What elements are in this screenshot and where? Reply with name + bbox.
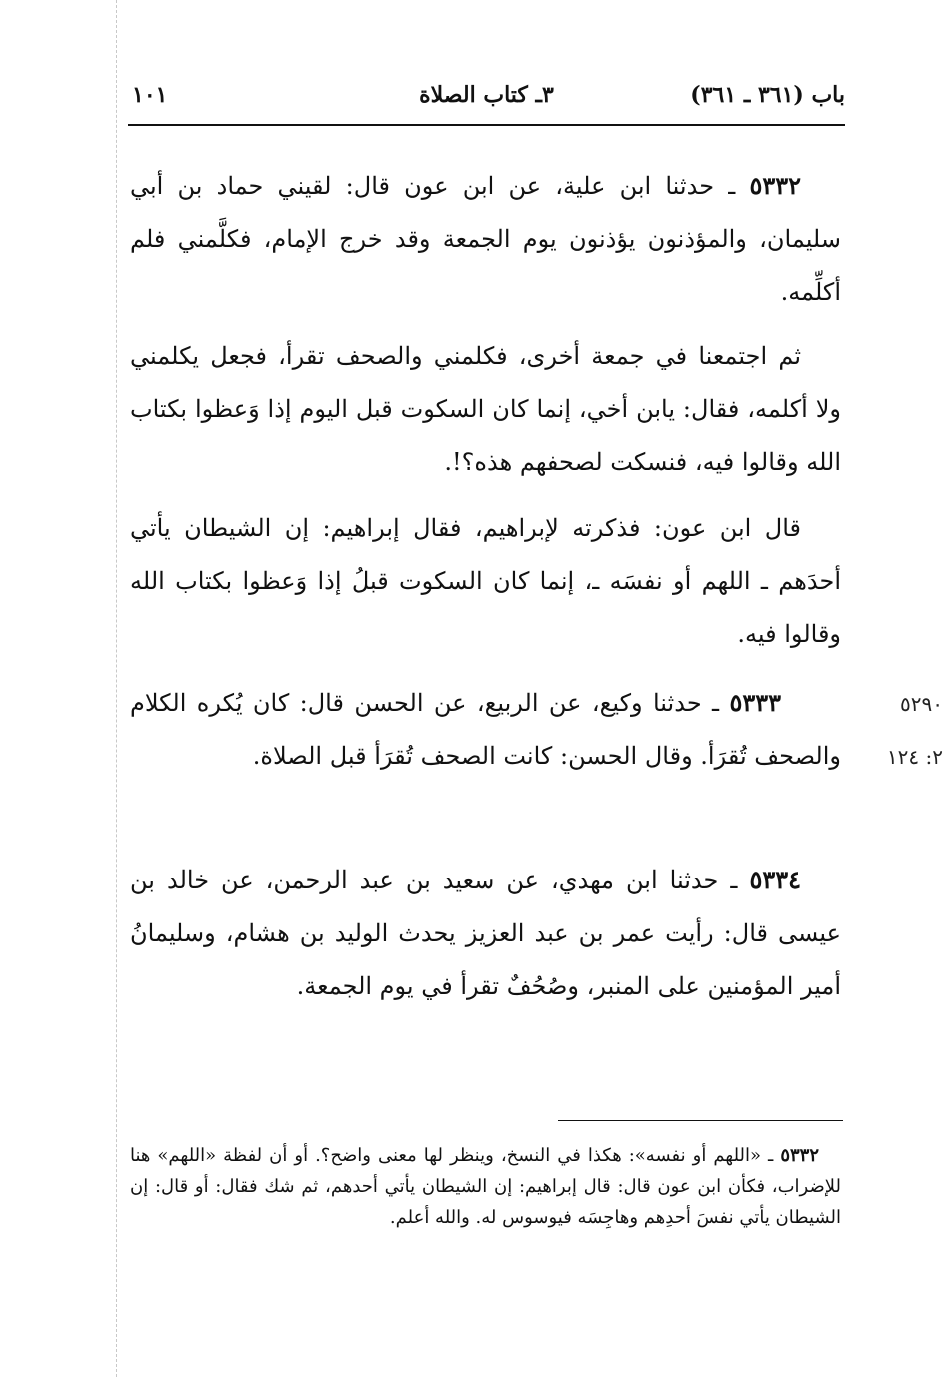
page-header: [128, 82, 845, 122]
footnote-text: ـ «اللهم أو نفسه»: هكذا في النسخ، وينظر لها معنى واضح؟. أو أن لفظة «اللهم» هنا للإضراب، فكأن ابن عون قال: قال إبراهيم: إن الشيطان يأتي أحدهم، ثم شك فقال: أو قال: إن الشيطان يأتي نفسَ أحدِهم وهاجِسَه فيوسوس له. والله أعلم.: [130, 1145, 841, 1228]
hadith-text: ـ حدثنا وكيع، عن الربيع، عن الحسن قال: كان يُكره الكلام والصحف تُقرَأ. وقال الحسن: كانت الصحف تُقرَأ قبل الصلاة.: [130, 689, 841, 770]
margin-reference-volume-page: ٢: ١٢٤: [886, 745, 943, 769]
paragraph-text: قال ابن عون: فذكرته لإبراهيم، فقال إبراهيم: إن الشيطان يأتي أحدَهم ـ اللهم أو نفسَه ـ، إنما كان السكوت قبلُ إذا وَعظوا بكتاب الله وقالوا فيه.: [130, 514, 841, 648]
page-number: ١٠١: [132, 82, 168, 108]
hadith-5334: [130, 853, 841, 1013]
book-title: ٣ـ كتاب الصلاة: [419, 82, 554, 108]
gutter-guide-line: [116, 0, 117, 1377]
hadith-number: ٥٣٣٢: [749, 171, 801, 200]
hadith-5333: [130, 676, 841, 783]
footnote-divider: [558, 1120, 843, 1121]
hadith-text: ـ حدثنا ابن علية، عن ابن عون قال: لقيني حماد بن أبي سليمان، والمؤذنون يؤذنون يوم الجمعة وقد خرج الإمام، فكلَّمني فلم أكلِّمه.: [130, 172, 841, 306]
header-divider: [128, 124, 845, 126]
hadith-text: ـ حدثنا ابن مهدي، عن سعيد بن عبد الرحمن، عن خالد بن عيسى قال: رأيت عمر بن عبد العزيز يحدث الوليد بن هشام، وسليمانُ أمير المؤمنين على المنبر، وصُحُفٌ تقرأ في يوم الجمعة.: [130, 866, 841, 1000]
footnote-number: ٥٣٣٢: [780, 1145, 819, 1166]
chapter-heading: باب (٣٦١ ـ ٣٦١): [690, 82, 845, 108]
hadith-number: ٥٣٣٣: [729, 688, 781, 717]
hadith-5332-continuation-2: [130, 502, 841, 661]
hadith-number: ٥٣٣٤: [749, 865, 801, 894]
hadith-5332-continuation-1: [130, 330, 841, 489]
margin-reference-5290: ٥٢٩٠: [900, 692, 943, 716]
footnote-5332: [130, 1140, 841, 1233]
hadith-5332: [130, 159, 841, 319]
paragraph-text: ثم اجتمعنا في جمعة أخرى، فكلمني والصحف تقرأ، فجعل يكلمني ولا أكلمه، فقال: يابن أخي، إنما كان السكوت قبل اليوم إذا وَعظوا بكتاب الله وقالوا فيه، فنسكت لصحفهم هذه؟!.: [130, 342, 841, 476]
